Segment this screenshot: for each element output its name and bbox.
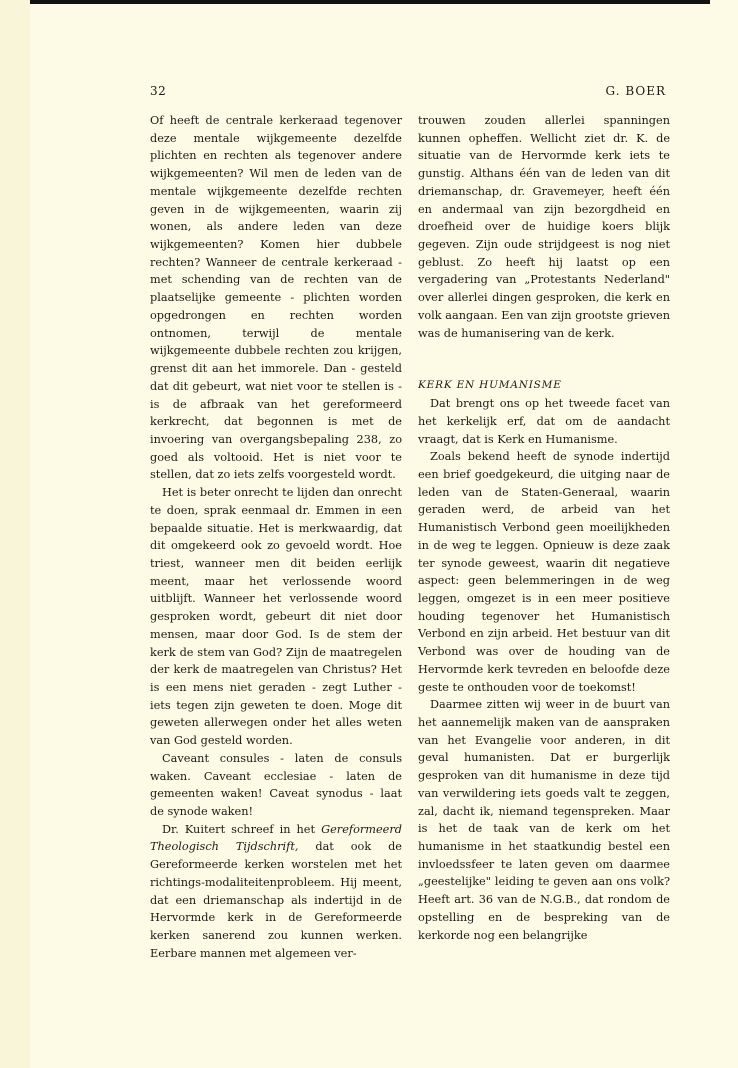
paragraph: Het is beter onrecht te lijden dan onrecht te doen, sprak eenmaal dr. Emmen in een bepaalde situatie. Het is merkwaardig, dat dit omgekeerd ook zo gevoeld wordt. Hoe triest, wanneer men dit beiden eerlijk meent, maar het verlossende woord uitblijft. Wanneer het verlossende woord gesproken wordt, gebeurt dit niet door mensen, maar door God. Is de stem der kerk de stem van God? Zijn de maatregelen der kerk de maatregelen van Christus? Het is een mens niet geraden - zegt Luther - iets tegen zijn geweten te doen. Moge dit geweten allerwegen onder het alles weten van God gesteld worden. <box>150 486 402 748</box>
paragraph: Dat brengt ons op het tweede facet van het kerkelijk erf, dat om de aandacht vraagt, dat is Kerk en Humanisme. <box>418 397 670 446</box>
left-column <box>150 112 402 963</box>
section-spacer <box>418 342 670 377</box>
paragraph: Daarmee zitten wij weer in de buurt van het aannemelijk maken van de aanspraken van het Evangelie voor anderen, in dit geval humanisten. Dat er burgerlijk gesproken van dit humanisme in deze tijd van verwildering iets goeds valt te zeggen, zal, dacht ik, niemand tegenspreken. Maar is het de taak van de kerk om het humanisme in het staatkundig bestel een invloedssfeer te laten geven om daarmee „geestelijke" leiding te geven aan ons volk? Heeft art. 36 van de N.G.B., dat rondom de opstelling en de bespreking van de kerkorde nog een belangrijke <box>418 698 670 942</box>
paragraph-text: Dr. Kuitert schreef in het <box>162 822 322 836</box>
page-edge-shade <box>0 0 30 1068</box>
paragraph-text: dat ook de Gereformeerde kerken worstelen met het richtings-modaliteitenprobleem. Hij meent, dat een driemanschap als indertijd in de Hervormde kerk in de Gereformeerde kerken sanerend zou kunnen werken. Eerbare mannen met algemeen ver- <box>150 840 402 960</box>
section-heading: KERK EN HUMANISME <box>418 379 562 392</box>
paragraph: Of heeft de centrale kerkeraad tegenover deze mentale wijkgemeente dezelfde plichten en rechten als tegenover andere wijkgemeenten? Wil men de leden van de mentale wijkgemeente dezelfde rechten geven in de wijkgemeenten, waarin zij wonen, als andere leden van deze wijkgemeenten? Komen hier dubbele rechten? Wanneer de centrale kerkeraad - met schending van de rechten van de plaatselijke gemeente - plichten worden opgedrongen en rechten worden ontnomen, terwijl de mentale wijkgemeente dubbele rechten zou krijgen, grenst dit aan het immorele. Dan - gesteld dat dit gebeurt, wat niet voor te stellen is - is de afbraak van het gereformeerd kerkrecht, dat begonnen is met de invoering van overgangsbepaling 238, zo goed als voltooid. Het is niet voor te stellen, dat zo iets zelfs voorgesteld wordt. <box>150 114 402 482</box>
right-column <box>418 112 670 944</box>
running-head: G. BOER <box>605 84 666 98</box>
paragraph: trouwen zouden allerlei spanningen kunnen opheffen. Wellicht ziet dr. K. de situatie van de Hervormde kerk iets te gunstig. Althans één van de leden van dit driemanschap, dr. Gravemeyer, heeft één en andermaal van zijn bezorgdheid en droefheid over de huidige koers blijk gegeven. Zijn oude strijdgeest is nog niet geblust. Zo heeft hij laatst op een vergadering van „Protestants Nederland" over allerlei dingen gesproken, die kerk en volk aangaan. Een van zijn grootste grieven was de humanisering van de kerk. <box>418 114 670 340</box>
paragraph: Zoals bekend heeft de synode indertijd een brief goedgekeurd, die uitging naar de leden van de Staten-Generaal, waarin geraden werd, de arbeid van het Humanistisch Verbond geen moeilijkheden in de weg te leggen. Opnieuw is deze zaak ter synode geweest, waarin dit negatieve aspect: geen belemmeringen in de weg leggen, omgezet is in een meer positieve houding tegenover het Humanistisch Verbond en zijn arbeid. Het bestuur van dit Verbond was over de houding van de Hervormde kerk tevreden en beloofde deze geste te onthouden voor de toekomst! <box>418 450 670 694</box>
scan-top-border <box>30 0 710 4</box>
paragraph <box>150 821 402 963</box>
paragraph: Caveant consules - laten de consuls waken. Caveant ecclesiae - laten de gemeenten waken! Caveat synodus - laat de synode waken! <box>150 751 402 819</box>
page-number: 32 <box>150 84 167 98</box>
journal-title: Gereformeerd Theologisch Tijdschrift, <box>150 822 402 854</box>
